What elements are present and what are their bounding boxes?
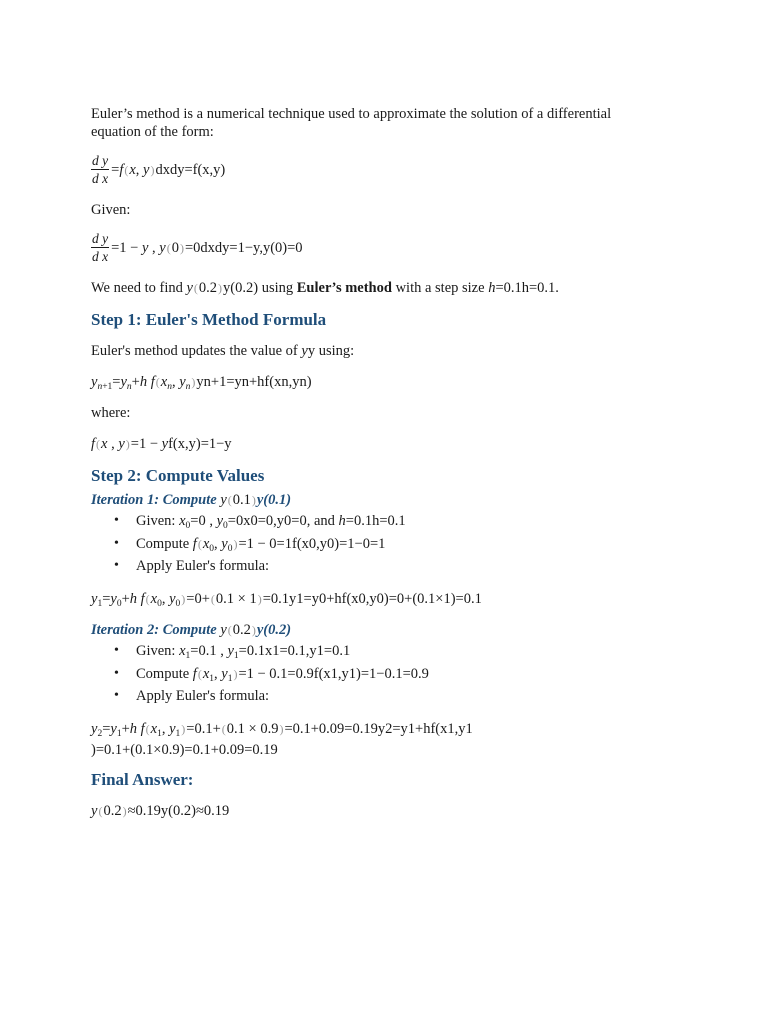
list-item: • Given: $x_0=0$ , $y_0=0x0=0,y0=0$, and h=0.1h=0.1 (91, 510, 658, 533)
iteration1-result: $y_1=y_0+h$ $f(x_0$, $y_0)=0+(0.1 \times 1)=0.1y1=y0+hf(x0,y0)=0+(0.1\times 1)=0.1$ (91, 591, 482, 609)
final-answer: y(0.2)≈0.19y(0.2)≈0.19 (91, 803, 230, 819)
iteration2-list (91, 640, 658, 708)
list-item: • Apply Euler's formula: (91, 685, 658, 708)
euler-method-bold: Euler’s method (296, 280, 392, 296)
ode-general-equation: $\frac{\text{d y}}{\text{d x}}$ =f(x, y) dxdy=f(x,y) (92, 153, 226, 186)
step1-heading: Step 1: Euler's Method Formula (91, 310, 327, 329)
intro-text: Euler’s method is a numerical technique used to approximate the solution of a differential equation of the form: (91, 106, 612, 140)
iteration2-result: $y_2=y_1+h$ $f(x_1$, $y_1)=0.1+(0.1 \times 0.9)=0.1+0.09=0.19y2=y1+hf(x1,y1$ )=0.1+(0.1×0.9)=0.1+0.09=0.19 (91, 721, 473, 758)
euler-formula-plain: yn+1=yn+hf(xn,yn) (196, 374, 312, 390)
dy-dx-fraction: $\frac{\text{d y}}{\text{d x}}$ (92, 153, 109, 186)
ode-specific-equation: $\frac{\text{d y}}{\text{d x}}$ =1 − y , y(0)=0 dxdy=1−y,y(0)=0 (92, 231, 303, 264)
euler-formula: $y_{n+1}=y_n+h$ $f(x_n$, $y_n)yn+1=yn+hf(xn,yn)$ (91, 374, 312, 392)
step1-description: Euler's method updates the value of yy using: (91, 343, 355, 359)
final-answer-plain: y(0.2)≈0.19 (160, 803, 230, 819)
list-item: • Given: $x_1=0.1$ , $y_1=0.1x1=0.1,y1=0.1$ (91, 640, 658, 663)
f-definition-plain: f(x,y)=1−y (168, 436, 232, 452)
where-label: where: (91, 405, 131, 421)
iteration1-list (91, 510, 658, 578)
dy-dx-fraction-2: $\frac{\text{d y}}{\text{d x}}$ (92, 231, 109, 264)
iteration1-heading: Iteration 1: Compute y(0.1)y(0.1) (91, 492, 292, 508)
ode-specific-plain: dxdy=1−y,y(0)=0 (200, 239, 303, 256)
iteration2-heading: Iteration 2: Compute y(0.2)y(0.2) (91, 622, 292, 638)
iteration1-result-plain: y1=y0+hf(x0,y0)=0+(0.1×1)=0.1 (289, 591, 482, 607)
list-item: • Apply Euler's formula: (91, 555, 658, 578)
intro-paragraph (91, 105, 658, 141)
list-item: • Compute $f(x_0$, $y_0)=1 - 0=1f(x0,y0)=1-0=1$ (91, 533, 658, 556)
list-item: • Compute $f(x_1$, $y_1)=1 - 0.1=0.9f(x1,y1)=1-0.1=0.9$ (91, 663, 658, 686)
given-label: Given: (91, 202, 131, 218)
find-sentence: We need to find y(0.2)y(0.2) using Euler’s method with a step size h=0.1h=0.1. (91, 280, 559, 296)
final-answer-heading: Final Answer: (91, 770, 194, 789)
step2-heading: Step 2: Compute Values (91, 466, 265, 485)
ode-general-plain: dxdy=f(x,y) (155, 161, 226, 178)
f-definition: f(x , y)=1 − yf(x,y)=1−y (91, 436, 232, 452)
